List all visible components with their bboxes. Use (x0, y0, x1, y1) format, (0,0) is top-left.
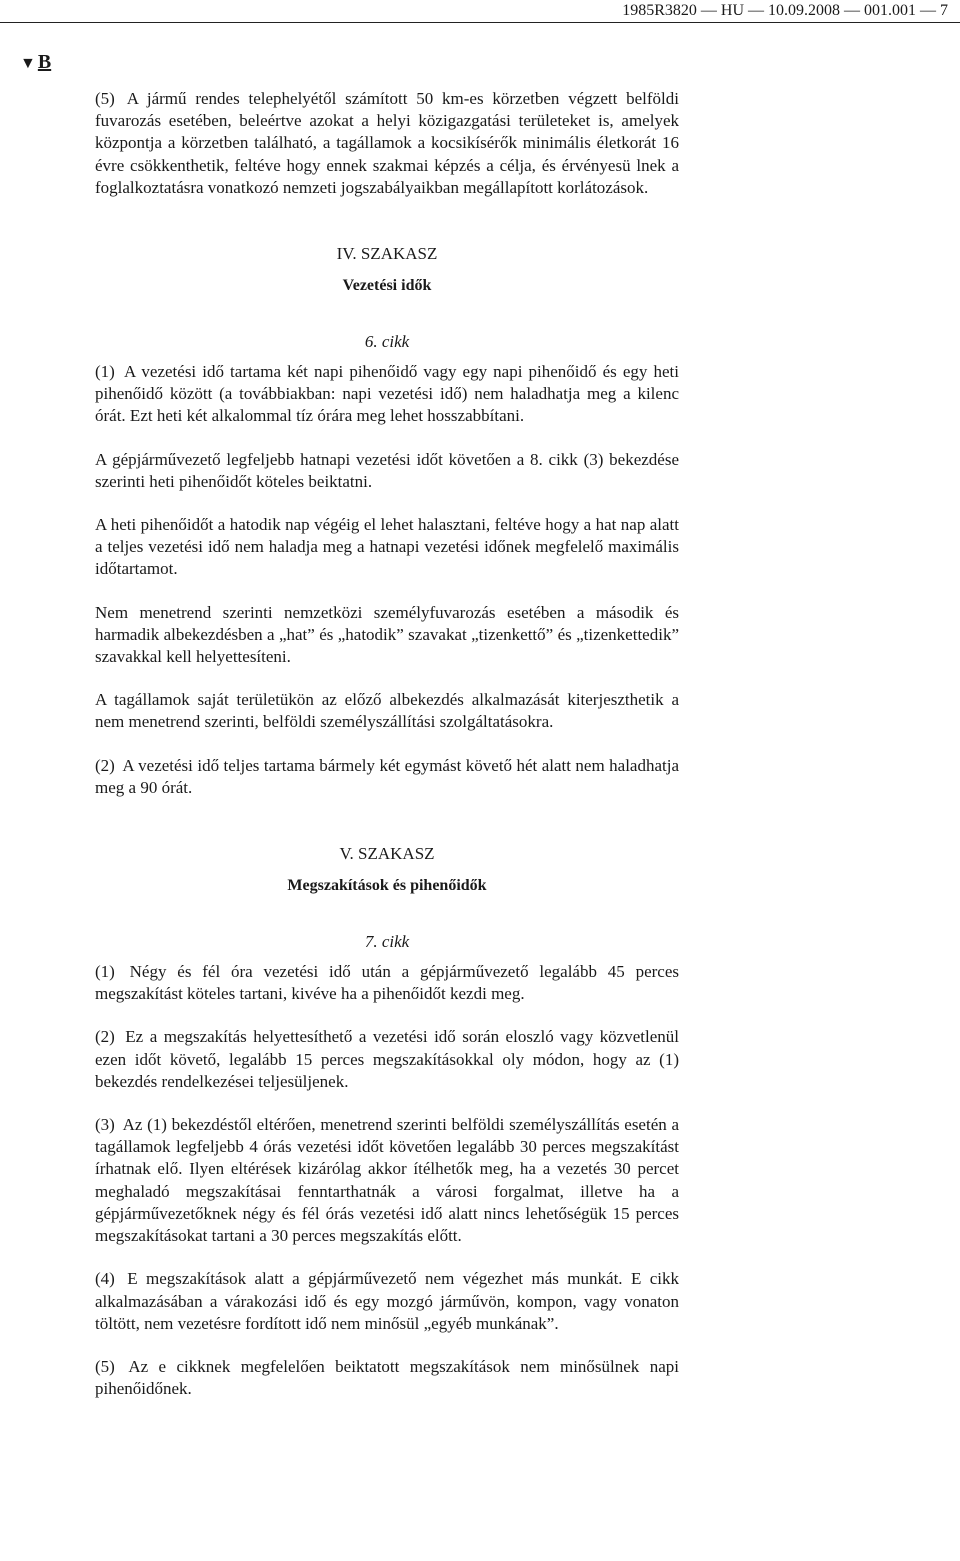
paragraph-text: A gépjárművezető legfeljebb hatnapi vezetési időt követően a 8. cikk (3) bekezdése szerinti heti pihenőidőt köteles beiktatni. (95, 449, 679, 491)
amendment-letter: B (37, 51, 52, 73)
paragraph (95, 361, 679, 428)
paragraph-text: Nem menetrend szerinti nemzetközi személyfuvarozás esetében a második és harmadik albekezdésben a „hat” és „hatodik” szavakat „tizenkettő” és „tizenkettedik” szavakkal kell helyettesíteni. (95, 602, 679, 667)
paragraph-text: A heti pihenőidőt a hatodik nap végéig el lehet halasztani, feltéve hogy a hat nap alatt a teljes vezetési idő nem haladja meg a hatnapi vezetési időnek megfelelő maximális időtartamot. (95, 515, 679, 579)
section-number: IV. SZAKASZ (336, 244, 438, 264)
paragraph-label: (1) (95, 362, 115, 382)
paragraph (95, 1268, 679, 1335)
paragraph (95, 755, 679, 799)
paragraph-text: E megszakítások alatt a gépjárművezető nem végezhet más munkát. E cikk alkalmazásában a várakozási idő és egy mozgó járművön, kompon, vagy vonaton töltött, nem vezetésre fordított idő nem minősül „egyéb munkának”. (95, 1269, 679, 1333)
section-title: Vezetési idők (342, 277, 432, 295)
running-header-text: 1985R3820 — HU — 10.09.2008 — 001.001 — 7 (622, 2, 948, 19)
document-body (95, 88, 679, 1421)
paragraph (95, 689, 679, 733)
paragraph-label: (2) (95, 755, 115, 775)
paragraph-text: Ez a megszakítás helyettesíthető a vezetési idő során eloszló vagy közvetlenül ezen időt követő, legalább 15 perces megszakításokkal oly módon, hogy az (1) bekezdés rendelkezései teljesüljenek. (95, 1027, 679, 1091)
amendment-marker (20, 50, 51, 76)
paragraph-text: A jármű rendes telephelyétől számított 50 km-es körzetben végzett belföldi fuvarozás esetében, beleértve azokat a helyi közigazgatási területeket is, amelyek központja a körzetben található, a tagállamok a kocsikísérők minimális életkorát 16 évre csökkenthetik, feltéve hogy ennek szakmai képzés a célja, és érvényesü lnek a foglalkoztatásra vonatkozó nemzeti jogszabályaikban megállapított korlátozások. (95, 89, 679, 197)
paragraph (95, 1114, 679, 1247)
running-header (0, 0, 960, 23)
paragraph-text: Négy és fél óra vezetési idő után a gépjárművezető legalább 45 perces megszakítást köteles tartani, kivéve ha a pihenőidőt kezdi meg. (95, 962, 679, 1004)
section-number: V. SZAKASZ (339, 844, 435, 864)
article-heading: 7. cikk (364, 932, 410, 952)
section-title: Megszakítások és pihenőidők (287, 877, 487, 895)
paragraph (95, 602, 679, 669)
paragraph-intro-5 (95, 88, 679, 199)
paragraph-text: Az e cikknek megfelelően beiktatott megszakítások nem minősülnek napi pihenőidőnek. (95, 1356, 679, 1399)
paragraph-label: (5) (95, 1356, 115, 1376)
paragraph-text: A vezetési idő tartama két napi pihenőidő vagy egy napi pihenőidő és egy heti pihenőidő között (a továbbiakban: napi vezetési idő) nem haladhatja meg a kilenc órát. Ezt heti két alkalommal tíz órára meg lehet hosszabbítani. (95, 362, 679, 426)
paragraph (95, 961, 679, 1005)
paragraph-text: Az (1) bekezdéstől eltérően, menetrend szerinti belföldi személyszállítás esetén a tagállamok legfeljebb 4 órás vezetési időt követően legalább 30 perces megszakítást írhatnak elő. Ilyen eltérések kizárólag akkor ítélhetők meg, ha a vezetés 30 percet meghaladó megszakításai fenntarthatnák a városi forgalmat, illetve ha a gépjárművezetőknek négy és fél órás vezetési idő alatt nincs lehetőségük 15 perces megszakításokat tartani a 30 perces megszakítás előtt. (95, 1115, 679, 1246)
paragraph (95, 1026, 679, 1093)
paragraph-text: A tagállamok saját területükön az előző albekezdés alkalmazását kiterjeszthetik a nem menetrend szerinti, belföldi személyszállítási szolgáltatásokra. (95, 690, 679, 732)
paragraph (95, 1356, 679, 1400)
paragraph-label: (2) (95, 1027, 115, 1047)
paragraph-label: (3) (95, 1115, 115, 1135)
paragraph-label: (4) (95, 1269, 115, 1289)
paragraph (95, 514, 679, 581)
triangle-down-icon: ▼ (20, 55, 36, 72)
paragraph (95, 449, 679, 493)
paragraph-text: A vezetési idő teljes tartama bármely két egymást követő hét alatt nem haladhatja meg a 90 órát. (95, 755, 680, 797)
paragraph-label: (1) (95, 962, 115, 982)
article-heading: 6. cikk (364, 332, 410, 352)
paragraph-label: (5) (95, 89, 115, 108)
